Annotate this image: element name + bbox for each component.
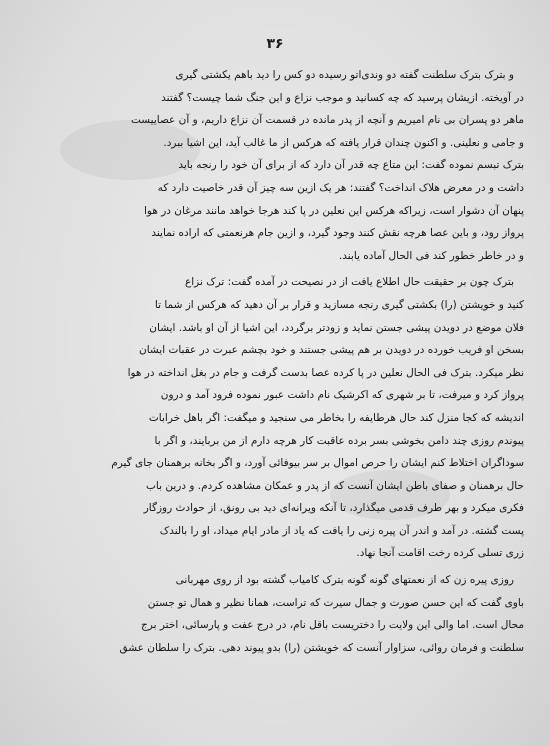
text-line: و جامی و نعلینی. و اکنون چندان قرار یافته که هرکس از ما غالب آید، این اشیا ببرد. — [163, 136, 524, 149]
text-line: بترک چون بر حقیقت حال اطلاع یافت از در نصیحت در آمده گفت: ترک نزاع — [184, 276, 514, 289]
text-line: فکری میکرد و بهر طرف قدمی میگذارد، تا آنکه ویرانه‌ای دید بی رونق، از حوادث روزگار — [143, 502, 524, 515]
text-line: پست گشته. در آمد و اندر آن پیره زنی را یافت که یاد از مادر ایام میداد، او را بالندک — [159, 524, 524, 537]
text-line: داشت و در معرض هلاک انداخت؟ گفتند: هر یک ازین سه چیز آن قدر خاصیت دارد که — [157, 181, 524, 194]
text-line: بسخن او فریب خورده در دویدن بر هم پیشی جستند و خود بچشم عبرت در عقبات ایشان — [139, 344, 524, 357]
body-text — [26, 64, 524, 663]
text-line: حال برهمنان و صفای باطن ایشان آنست که از پدر و عمکان مشاهده کردم. و درین باب — [146, 479, 524, 492]
text-line: زری تسلی کرده رخت اقامت آنجا نهاد. — [356, 547, 524, 560]
text-line: ماهر دو پسران بی نام امیریم و آنچه از پدر مانده در قسمت آن نزاع داریم، و آن عصاییست — [130, 114, 524, 127]
text-line: محال است. اما والی این ولایت را دختریست باقل نام، در درج عفت و پارسائی، اختر برج — [141, 619, 524, 632]
text-line: و در خاطر خطور کند فی الحال آماده یابند. — [338, 249, 524, 262]
text-line: پنهان آن دشوار است، زیراکه هرکس این نعلین در پا کند هرجا خواهد مانند مرغان در هوا — [144, 204, 524, 217]
text-line: پرواز کرد و میرفت، تا بر شهری که اکرشیک نام داشت عبور نموده فرود آمد و درون — [160, 389, 524, 402]
text-line: و بترک بترک سلطنت گفته دو وندی‌اتو رسیده دو کس را دید باهم یکشتی گیری — [175, 69, 514, 81]
text-line: پیوندم روزی چند دامن بخوشی بسر برده عاقبت کار هرچه دارم از من بربایند، و اگر با — [154, 434, 524, 447]
text-line: بترک تبسم نموده گفت: این متاع چه قدر آن دارد که از برای آن خود را رنجه باید — [178, 159, 524, 172]
paragraph-3 — [26, 569, 524, 659]
paragraph-2 — [26, 271, 524, 565]
text-line: روزی پیره زن که از نعمتهای گونه گونه بترک کامیاب گشته بود از روی مهربانی — [175, 574, 514, 587]
text-line: سلطنت و فرمان روائی، سزاوار آنست که خویشتن (را) بدو پیوند دهی. بترک را سلطان عشق — [119, 641, 524, 654]
text-line: پرواز رود، و باین عصا هرچه نقش کنند وجود گیرد، و ازین جام هرنعمتی که اراده نمایند — [151, 227, 524, 240]
text-line: کنید و خویشتن (را) بکشتی گیری رنجه مسازید و قرار بر آن دهید که هرکس از شما تا — [154, 298, 524, 311]
page-number: ۳۶ — [266, 36, 284, 52]
paragraph-1 — [26, 64, 524, 267]
text-line: اندیشه که کجا منزل کند حال هرطایفه را بخاطر می سنجید و میگفت: اگر باهل خرابات — [148, 411, 524, 424]
text-line: در آویخته. ازیشان پرسید که چه کسانید و موجب نزاع و این جنگ شما چیست؟ گفتند — [161, 91, 524, 104]
text-line: باوی گفت که این حسن صورت و جمال سیرت که تراست، همانا نظیر و همال تو جستن — [147, 596, 524, 609]
text-line: نظر میکرد. بترک فی الحال نعلین در پا کرده عصا بدست گرفت و جام در بغل انداخته در هوا — [127, 366, 524, 379]
text-line: فلان موضع در دویدن پیشی جستن نماید و زودتر برگردد، این اشیا از آن او باشد. ایشان — [149, 321, 524, 334]
text-line: سوداگران اختلاط کنم ایشان را حرص اموال بر سر بیوفائی آورد، و اگر بخانه برهمنان جای گیرم — [111, 457, 524, 470]
